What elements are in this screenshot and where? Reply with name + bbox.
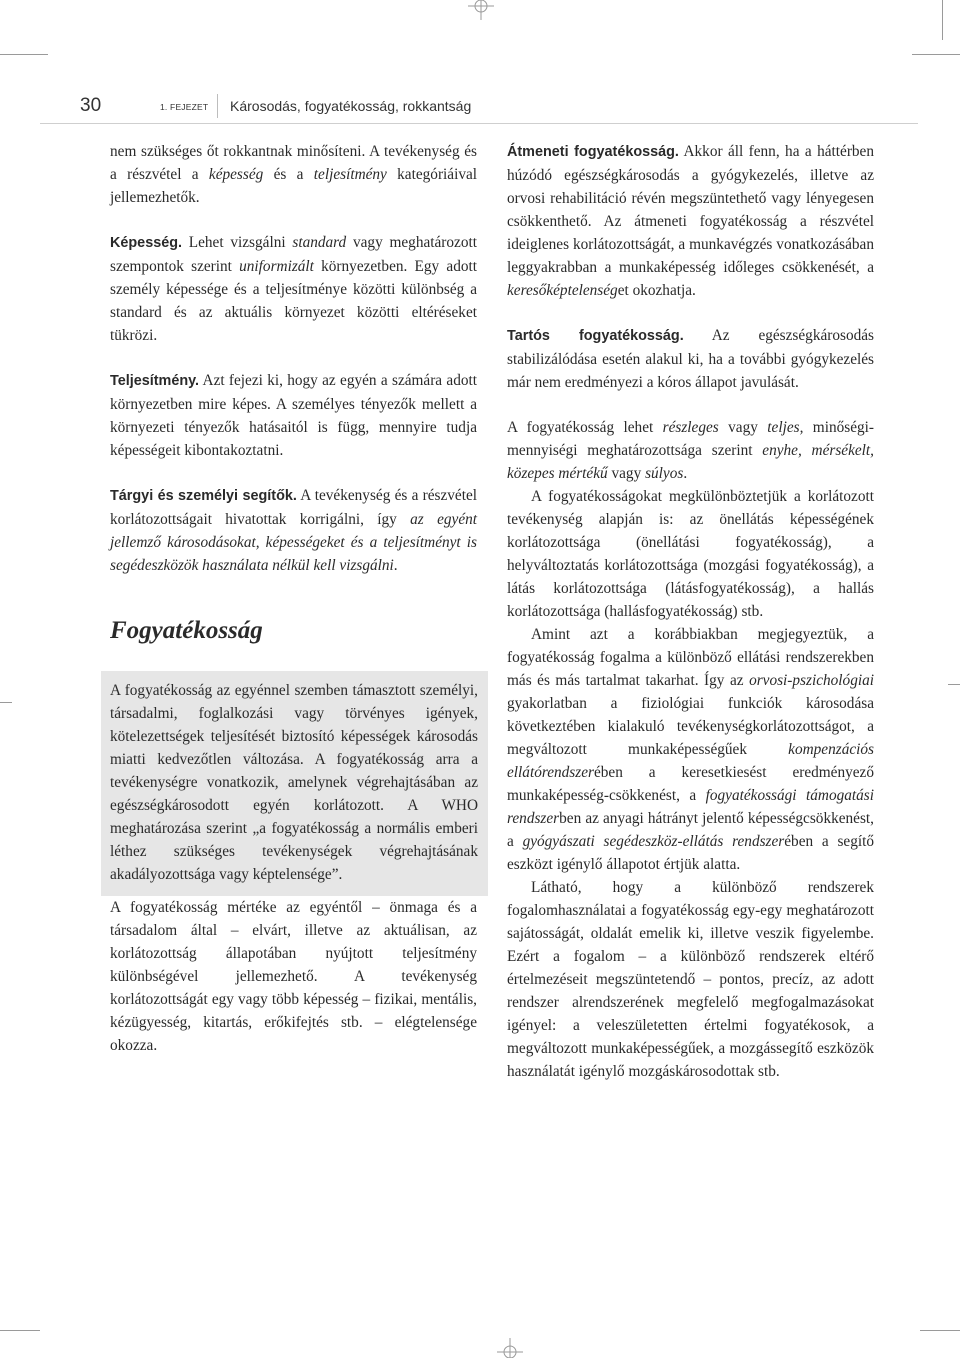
chapter-title: Károsodás, fogyatékosság, rokkantság bbox=[230, 98, 472, 114]
text: et okozhatja. bbox=[617, 282, 696, 299]
registration-mark-bottom bbox=[497, 1338, 523, 1358]
text: Lehet vizsgálni bbox=[182, 234, 293, 251]
registration-mark-top bbox=[468, 0, 494, 20]
registration-mark-left bbox=[0, 702, 12, 703]
text: minőségi-mennyiségi meghatározottsága szerint bbox=[507, 419, 874, 459]
term-standard: standard bbox=[292, 234, 347, 251]
run-in-heading: Átmeneti fogyatékosság. bbox=[507, 144, 679, 160]
text: vagy bbox=[607, 465, 646, 482]
text: gyakorlatban a fiziológiai funkciók károsodása következtében kialakuló tevékenységkorlátozottságot, a megváltozott munkaképességűek bbox=[507, 695, 874, 758]
text: A tevékenység és a részvétel korlátozottságait hivatottak korrigálni, így bbox=[110, 487, 478, 528]
crop-mark-top-right bbox=[912, 54, 960, 55]
run-in-heading: Teljesítmény. bbox=[110, 373, 200, 389]
text: . bbox=[683, 465, 688, 482]
term-mertek: enyhe, mérsékelt, közepes mértékű bbox=[507, 442, 874, 482]
text: vagy bbox=[718, 419, 768, 436]
paragraph-fokozatok bbox=[507, 416, 874, 485]
paragraph-segitok bbox=[110, 484, 477, 577]
paragraph-fogalomhasznalat: Látható, hogy a különböző rendszerek fogalomhasználatai a fogyatékosság egy-egy meghatározott sajátosságát, oldalát emelik ki, illetve veszik figyelembe. Ezért a fogalom – a különböző rendszerek eltérő értelmezéseit megszüntetendő – pontos, precíz, az adott rendszer alrendszerének megfelelő megfogalmazásokat igényel: a veleszületetten értelmi fogyatékosok, a megváltozott munkaképességűek, a mozgássegítő eszközök használatát igénylő mozgáskárosodottak stb. bbox=[507, 879, 874, 1080]
run-in-heading: Képesség. bbox=[110, 235, 182, 251]
crop-mark-top-right-v bbox=[942, 0, 943, 40]
paragraph-intro bbox=[110, 140, 477, 209]
text: ében a keresetkiesést eredményező munkaképesség-csökkenést, a bbox=[507, 764, 874, 804]
page-number: 30 bbox=[80, 95, 102, 116]
text: ben az anyagi hátrányt jelentő képességcsökkenést, a bbox=[507, 810, 874, 850]
paragraph-teljesitmeny bbox=[110, 369, 477, 462]
term-sulyos: súlyos bbox=[645, 465, 684, 482]
text: vagy meghatározott szempontok szerint bbox=[110, 234, 477, 275]
emphasis: az egyént jellemző károsodásokat, képességeket és a teljesítményt is segédeszközök használata nélkül kell vizsgálni bbox=[110, 511, 478, 574]
chapter-label: 1. FEJEZET bbox=[160, 102, 209, 112]
text: nem szükséges őt rokkantnak minősíteni. A tevékenység és a részvétel a bbox=[110, 143, 477, 183]
paragraph-tartos bbox=[507, 324, 874, 394]
text: Akkor áll fenn, ha a háttérben húzódó egészségkárosodás a gyógykezelés, illetve az orvosi rehabilitáció révén megszüntethető vagy lényegesen csökkenthető. Az átmeneti fogyatékosság a részvétel ideiglenes korlátozottságát, a munkavégzés vonatkozásában leggyakrabban a munkaképesség időleges csökkenését, a bbox=[507, 143, 874, 276]
run-in-heading: Tartós fogyatékosság. bbox=[507, 328, 684, 344]
text: környezetben. Egy adott személy képessége és a teljesítménye közötti különbség a standard és az aktuális környezet közötti eltéréseket tükrözi. bbox=[110, 258, 477, 344]
text: Az egészségkárosodás stabilizálódása esetén alakul ki, ha a további gyógykezelés már nem eredményezi a kóros állapot javulását. bbox=[507, 327, 874, 391]
definition-text: A fogyatékosság az egyénnel szemben támasztott személyi, társadalmi, foglalkozási vagy törvényes igények, kötelezettségek teljesítését biztosító képességek károsodás miatti kedvezőtlen változása. A fogyatékosság arra a tevékenységre vonatkozik, amelynek végrehajtásában az egészségkárosodott egyén korlátozott. A WHO meghatározása szerint „a fogyatékosság a normális emberi léthez szükséges tevékenységek végrehajtásának akadályozottsága vagy képtelensége”. bbox=[110, 682, 478, 883]
text: . bbox=[393, 557, 398, 574]
left-column bbox=[110, 140, 477, 1057]
text: Azt fejezi ki, hogy az egyén a számára adott környezetben mire képes. A személyes tényezők mellett a környezeti tényezők hatásaitól is függ, mennyire tudja képességeit kibontakoztatni. bbox=[110, 372, 477, 459]
paragraph-tipusok: A fogyatékosságokat megkülönböztetjük a korlátozott tevékenység alapján is: az önellátás képességének korlátozottsága (önellátási fogyatékosság), a helyváltoztatás korlátozottsága (mozgási fogyatékosság), a látás korlátozottsága (látásfogyatékosság), a hallás korlátozottsága (hallásfogyatékosság) stb. bbox=[507, 488, 874, 620]
term-teljes: teljes, bbox=[767, 419, 804, 436]
term-kepesseg: képesség bbox=[208, 166, 264, 183]
running-header bbox=[40, 90, 918, 124]
term-kompenzacios: kompenzációs ellátórendszer bbox=[507, 741, 874, 781]
term-keresokeptelenseg: keresőképtelenség bbox=[507, 282, 618, 299]
text: Amint azt a korábbiakban megjegyeztük, a fogyatékosság fogalma a különböző ellátási rendszerekben más és más tartalmat takarhat. Így az bbox=[507, 626, 874, 689]
registration-mark-right bbox=[948, 684, 960, 685]
right-column bbox=[507, 140, 874, 1083]
term-orvosi-pszichologiai: orvosi-pszichológiai bbox=[749, 672, 874, 689]
paragraph-atmeneti bbox=[507, 140, 874, 302]
paragraph-rendszerek bbox=[507, 623, 874, 876]
term-reszleges: részleges bbox=[662, 419, 719, 436]
text: és a bbox=[263, 166, 314, 183]
definition-box bbox=[101, 671, 488, 896]
paragraph-mertek: A fogyatékosság mértéke az egyéntől – önmaga és a társadalom által – elvárt, illetve az aktuálisan, az korlátozottság állapotában nyújtott teljesítmény különbségével jellemezhető. A tevékenység korlátozottságát egy vagy több képesség – fizikai, mentális, kézügyesség, kitartás, erőkifejtés stb. – elégtelensége okozza. bbox=[110, 899, 477, 1054]
paragraph-kepesseg bbox=[110, 231, 477, 347]
header-divider bbox=[217, 94, 218, 118]
term-teljesitmeny: teljesítmény bbox=[313, 166, 387, 183]
crop-mark-bottom-right bbox=[920, 1330, 960, 1331]
term-uniformizalt: uniformizált bbox=[239, 258, 314, 275]
text: ében a segítő eszközt igénylő állapotot értjük alatta. bbox=[507, 833, 874, 873]
crop-mark-bottom-left bbox=[0, 1330, 40, 1331]
text: kategóriáival jellemezhetők. bbox=[110, 166, 478, 206]
text: A fogyatékosság lehet bbox=[507, 419, 663, 436]
run-in-heading: Tárgyi és személyi segítők. bbox=[110, 488, 297, 504]
term-segedeszkoz: gyógyászati segédeszköz-ellátás rendszer bbox=[522, 833, 785, 850]
term-tamogatasi: fogyatékossági támogatási rendszer bbox=[507, 787, 875, 827]
section-heading: Fogyatékosság bbox=[110, 617, 263, 644]
crop-mark-top-left bbox=[0, 54, 48, 55]
